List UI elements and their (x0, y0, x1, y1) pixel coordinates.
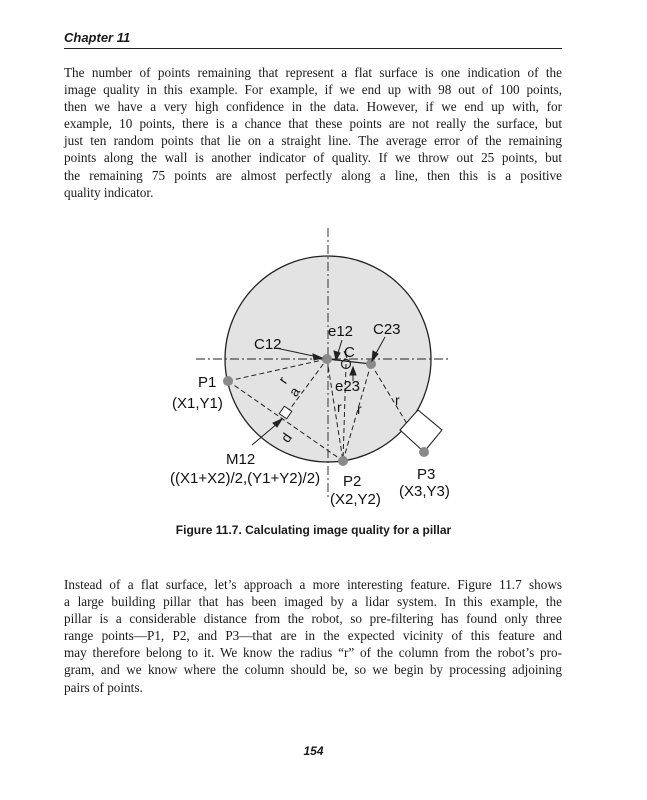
label-r-c23-p2: r (357, 401, 362, 417)
label-p1-coords: (X1,Y1) (172, 395, 223, 412)
paragraph-line: just ten random points that lie on a straight line. The average error of the remaining (64, 133, 562, 149)
point-p3 (419, 447, 429, 457)
paragraph-line: may therefore belong to it. We know the radius “r” of the column from the robot’s pro- (64, 645, 562, 661)
paragraph-line: range points—P1, P2, and P3—that are in the expected vicinity of this feature and (64, 628, 562, 644)
paragraph-line: Instead of a flat surface, let’s approach a more interesting feature. Figure 11.7 shows (64, 577, 562, 592)
paragraph-line: points along the wall is another indicator of quality. If we throw out 25 points, but (64, 150, 562, 166)
point-c12 (322, 354, 332, 364)
paragraph-line: gram, and we know where the column should be, so we begin by processing adjoining (64, 662, 562, 678)
paragraph-line: quality indicator. (64, 184, 154, 200)
label-p3-coords: (X3,Y3) (399, 483, 450, 500)
paragraph-line: the remaining 75 points are almost perfectly along a line, then this is a positive (64, 167, 562, 183)
point-p2 (338, 456, 348, 466)
paragraph-line: example, 10 points, there is a chance that these points are not really the surface, but (64, 116, 562, 132)
paragraph-line: image quality in this example. For example, if we end up with 98 out of 100 points, (64, 82, 562, 98)
figure-caption-text: Figure 11.7. Calculating image quality for a pillar (175, 523, 452, 537)
label-c12: C12 (254, 336, 282, 353)
point-c23 (366, 359, 376, 369)
label-c23: C23 (373, 321, 401, 338)
paragraph-line: The number of points remaining that represent a flat surface is one indication of the (64, 65, 562, 80)
label-p1: P1 (198, 374, 217, 391)
paragraph-line: pairs of points. (64, 679, 143, 695)
pillar-figure (150, 228, 470, 523)
paragraph-intro (64, 64, 562, 201)
label-p3: P3 (417, 466, 436, 483)
label-e23: e23 (335, 378, 361, 395)
label-a: a (285, 383, 303, 400)
label-m12-coords: ((X1+X2)/2,(Y1+Y2)/2) (170, 470, 321, 487)
page-number: 154 (303, 744, 324, 758)
label-e12: e12 (328, 323, 354, 340)
label-c: C (344, 344, 355, 361)
chapter-header: Chapter 11 (64, 30, 131, 45)
label-r-p1-c12: r (274, 373, 291, 387)
paragraph-line: pillar is a considerable distance from the robot, so pre-filtering has found only three (64, 611, 562, 627)
label-r-c23-p3: r (395, 392, 400, 408)
point-p1 (223, 376, 233, 386)
label-p2-coords: (X2,Y2) (330, 491, 381, 508)
header-rule (64, 48, 562, 49)
label-d: d (277, 429, 295, 446)
paragraph-line: a large building pillar that has been imaged by a lidar system. In this example, the (64, 594, 562, 610)
figure-caption (0, 523, 647, 537)
label-r-c12-p2: r (337, 399, 342, 415)
paragraph-pillar (64, 576, 562, 696)
label-p2: P2 (343, 473, 362, 490)
paragraph-line: then we have a very high confidence in the data. However, if we end up with, for (64, 99, 562, 115)
label-m12: M12 (226, 451, 256, 468)
